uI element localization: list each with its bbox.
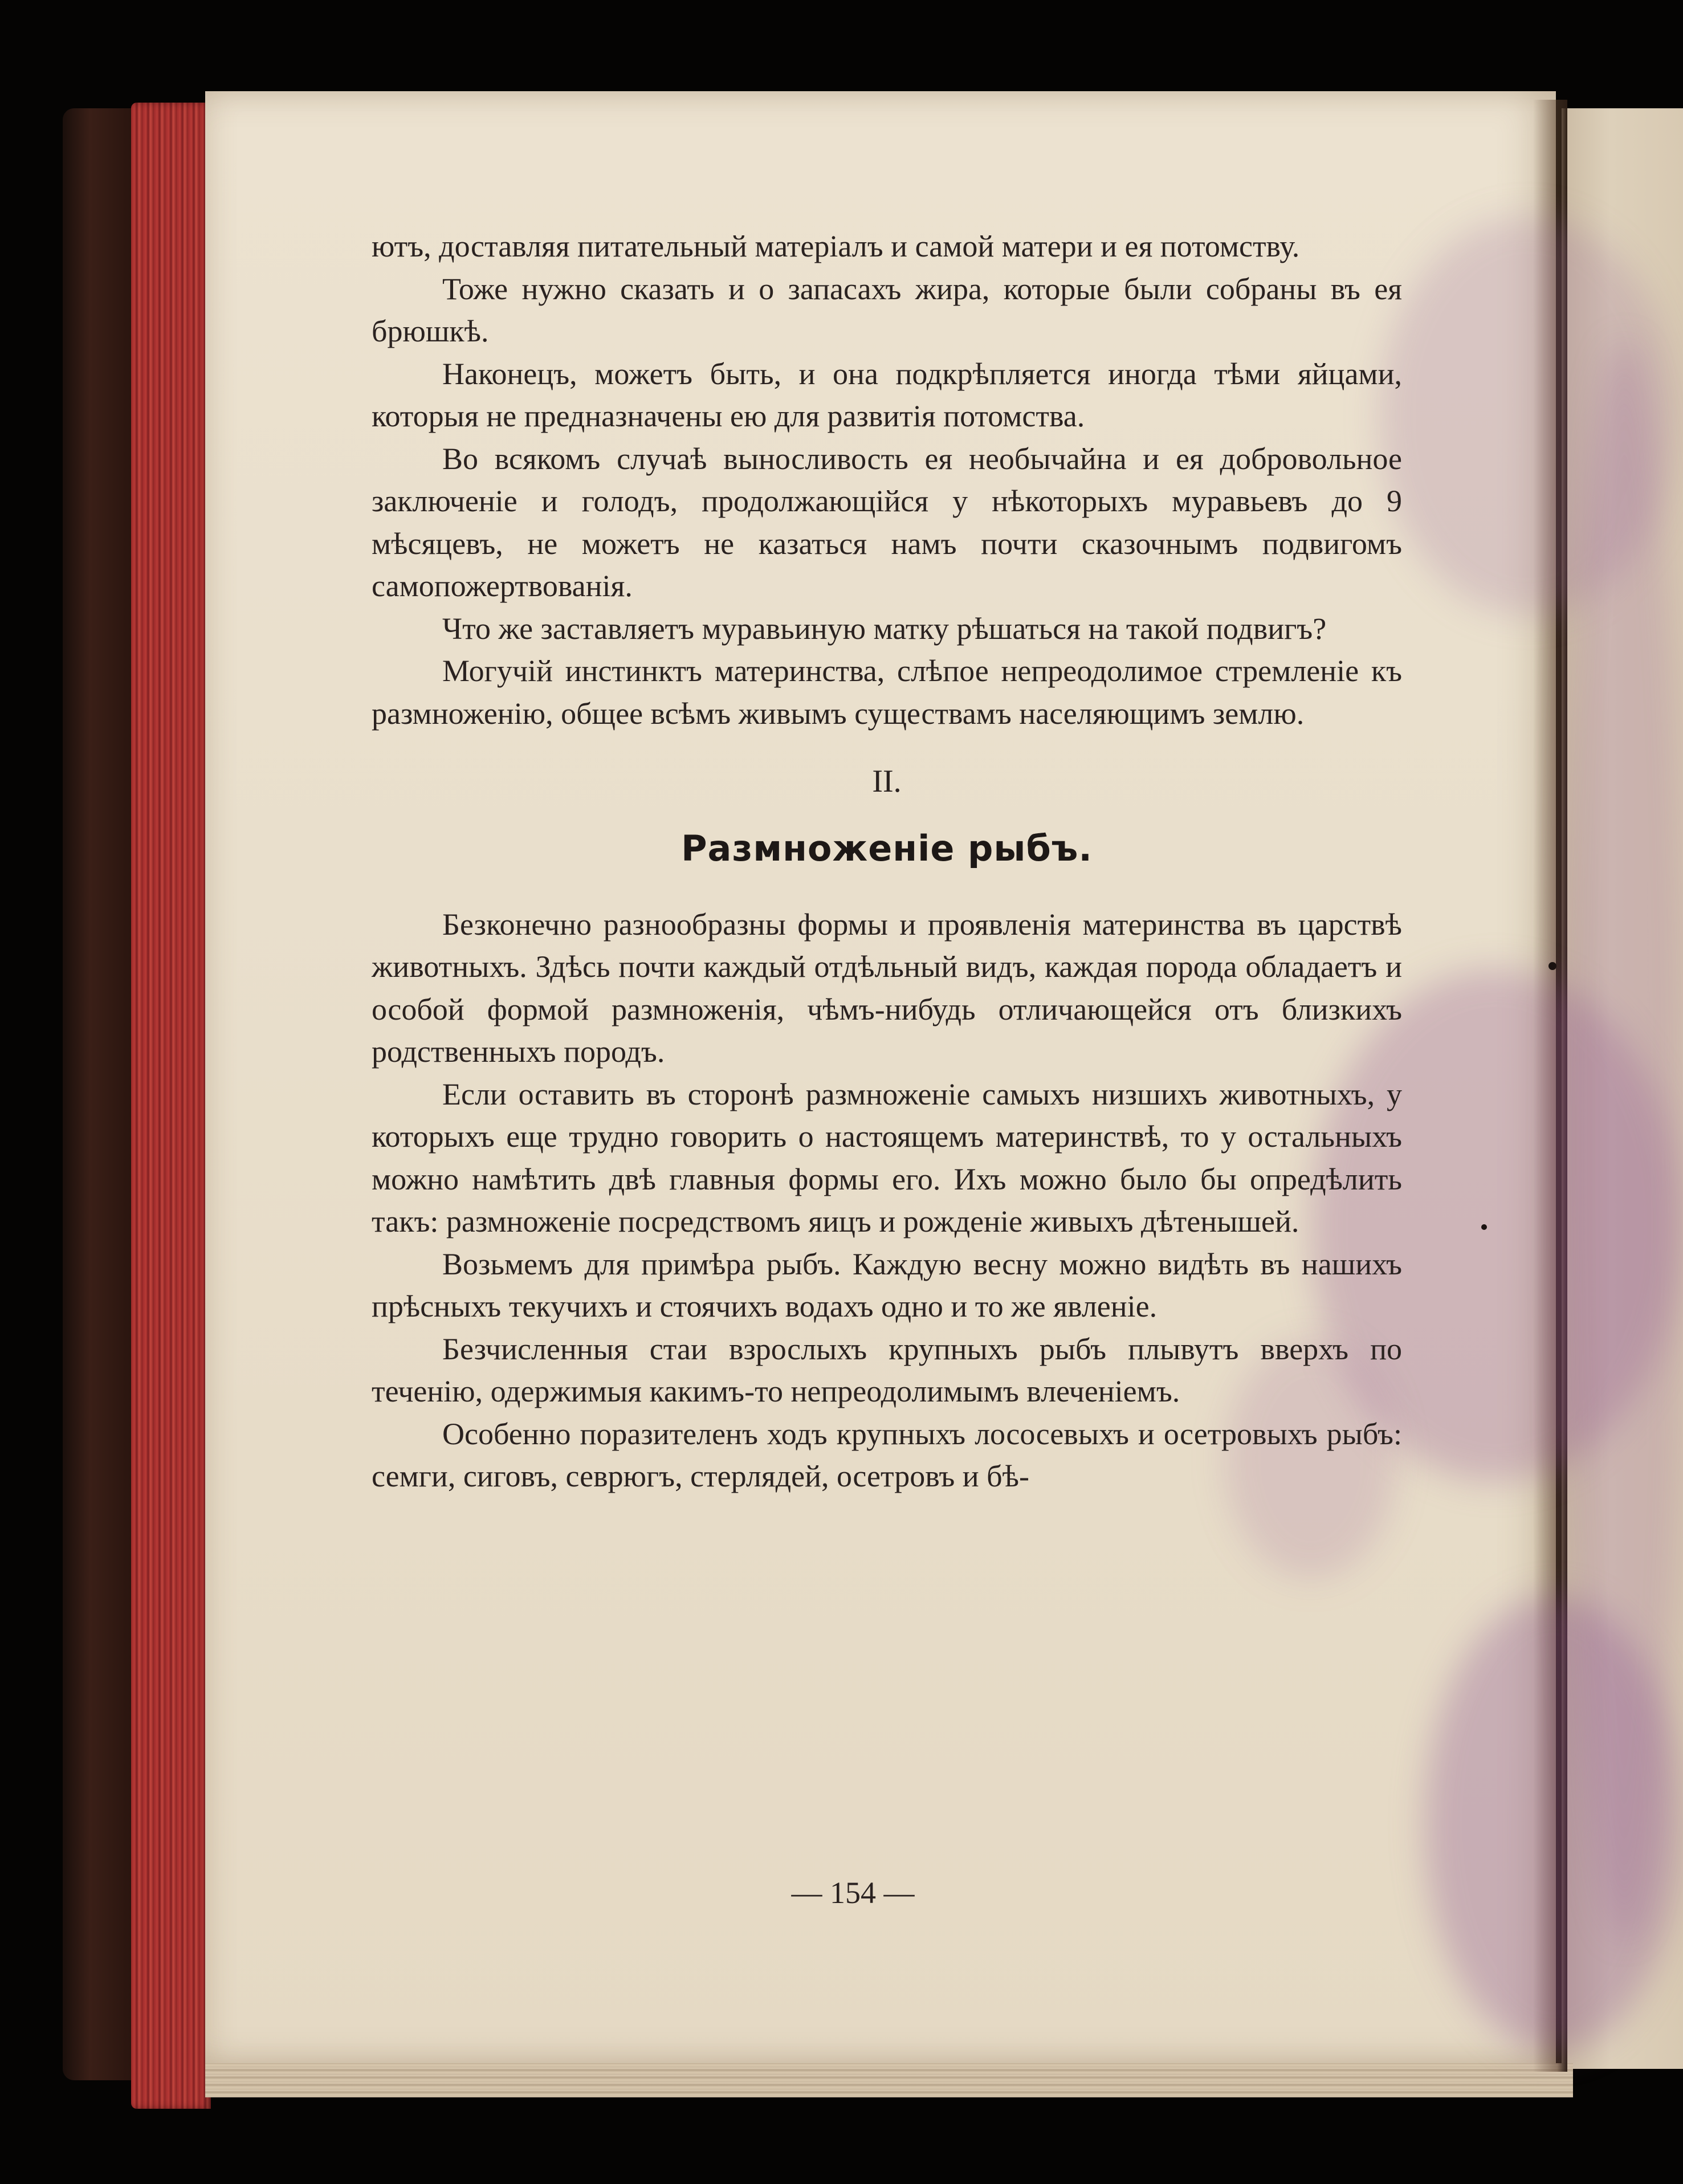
paragraph: Наконецъ, можетъ быть, и она подкрѣпляется иногда тѣми яйцами, которыя не предназначены ею для развитія потомства. [372,356,1402,433]
book-spine [63,108,131,2080]
paragraph: Особенно поразителенъ ходъ крупныхъ лососевыхъ и осетровыхъ рыбъ: семги, сиговъ, севрюгъ, стерлядей, осетровъ и бѣ- [372,1416,1402,1493]
section-title: Размноженіе рыбъ. [681,827,1093,869]
paragraph: Что же заставляетъ муравьиную матку рѣшаться на такой подвигъ? [442,611,1327,646]
page-number: — 154 — [791,1876,915,1910]
red-page-edges [131,103,211,2109]
paragraph: Во всякомъ случаѣ выносливость ея необычайна и ея добровольное заключеніе и голодъ, продолжающійся у нѣкоторыхъ муравьевъ до 9 мѣсяцевъ, не можетъ не казаться намъ почти сказочнымъ подвигомъ самопожертвованія. [372,441,1402,603]
page-gutter [1533,100,1567,2072]
binding-thread [1548,962,1556,970]
facing-page [1562,108,1683,2069]
paragraph: Безконечно разнообразны формы и проявленія материнства въ царствѣ животныхъ. Здѣсь почти каждый отдѣльный видъ, каждая порода обладаетъ и особой формой размноженія, чѣмъ-нибудь отличающейся отъ близкихъ родственныхъ породъ. [372,907,1402,1069]
paragraphs-before-section [372,225,1402,735]
section-number: II. [872,764,902,799]
page-text [372,225,1402,1498]
bottom-page-edges [205,2063,1573,2097]
paragraphs-after-section [372,903,1402,1498]
page-number-row [0,1875,1683,1910]
paragraph: Могучій инстинктъ материнства, слѣпое непреодолимое стремленіе къ размноженію, общее всѣмъ живымъ существамъ населяющимъ землю. [372,654,1402,731]
paragraph: Тоже нужно сказать и о запасахъ жира, которые были собраны въ ея брюшкѣ. [372,271,1402,348]
paragraph: Возьмемъ для примѣра рыбъ. Каждую весну можно видѣть въ нашихъ прѣсныхъ текучихъ и стоячихъ водахъ одно и то же явленіе. [372,1246,1402,1323]
paragraph: ютъ, доставляя питательный матеріалъ и самой матери и ея потомству. [372,229,1300,263]
paragraph: Безчисленныя стаи взрослыхъ крупныхъ рыбъ плывутъ вверхъ по теченію, одержимыя какимъ-то непреодолимымъ влеченіемъ. [372,1331,1402,1408]
paragraph: Если оставить въ сторонѣ размноженіе самыхъ низшихъ животныхъ, у которыхъ еще трудно говорить о настоящемъ материнствѣ, то у остальныхъ можно намѣтить двѣ главныя формы его. Ихъ можно было бы опредѣлить такъ: размноженіе посредствомъ яицъ и рожденіе живыхъ дѣтенышей. [372,1077,1402,1238]
ink-dot [1481,1224,1487,1230]
